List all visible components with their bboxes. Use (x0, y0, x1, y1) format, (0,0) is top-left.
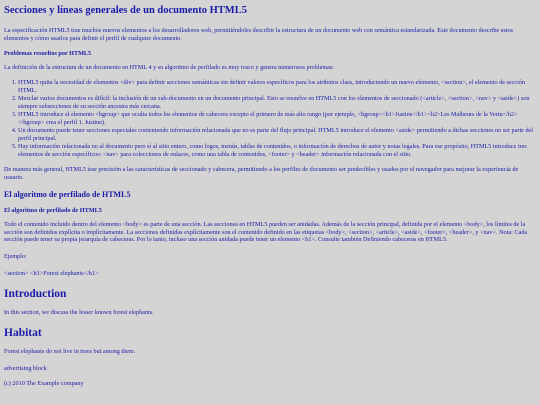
algorithm-paragraph: Todo el contenido incluido dentro del elemento <body> es parte de una sección. Las secciones en HTML5 pueden ser anidadas. Además de la sección principal, definida por el elemento <body>, los límites de la sección son definidos explícita o implícitamente. La secciones definidas explícitamente son el contenido definido en las etiquetas <body>, <section>, <article>, <aside>, <footer>, <header>, y <nav>. Nota: Cada sección puede tener su propia jerarquía de cabeceras. Por lo tanto, incluso una sección anidada puede tener un elemento <h1>. Consulte también Definiendo cabeceras en HTML5. (4, 220, 528, 244)
footer-copyright: (c) 2010 The Example company (4, 379, 84, 387)
intro-paragraph: La especificación HTML5 trae muchos nuevos elementos a los desarrolladores web, permitiéndoles describir la estructura de un documento web con semántica estandarizada. Este documento describe estos elementos y cómo usarlos para definir el perfil de cualquier documento. (4, 27, 514, 43)
introduction-paragraph: In this section, we discuss the lesser known forest elephants. (4, 309, 154, 317)
introduction-heading: Introduction (4, 288, 67, 301)
list-item: 2. Mezclar varios documentos es difícil: la inclusión de un sub-documento en un documento principal. Esto se resuelve en HTML5 con los elementos de seccionado (<article>, <section>, <nav> y <aside>) son siempre subsecciones de su sección ancestra más cercana. (18, 95, 536, 111)
habitat-paragraph: Forest elephants do not live in trees but among them. (4, 347, 136, 355)
example-label: Ejemplo: (4, 253, 27, 261)
problems-list (4, 79, 536, 158)
problems-heading: Problemas resueltos por HTML5 (4, 50, 92, 58)
summary-paragraph: De manera más general, HTML5 trae precisión a las características de seccionado y cabecera, permitiendo a los perfiles de documento ser predecibles y usados por el navegador para mejorar la experiencia de usuario. (4, 165, 519, 181)
habitat-heading: Habitat (4, 326, 42, 339)
list-item: 4. Un documento puede tener secciones especiales conteniendo información relacionada que no es parte del flujo principal. HTML5 introduce el elemento <aside> permitiendo a dichas secciones no ser parte del perfil principal. (18, 127, 536, 143)
example-code: <section> <h1>Forest elephants</h1> (4, 270, 99, 278)
algorithm-subheading: El algoritmo de perfilado de HTML5 (4, 206, 102, 214)
problems-paragraph: La definición de la estructura de un documento en HTML 4 y su algoritmo de perfilado es muy tosco y genera numerosos problemas: (4, 64, 335, 72)
list-item: 5. Hay información relacionada no al documento pero sí al sitio entero, como logos, menús, tablas de contenidos, o información de derechos de autor y notas legales. Para ese propósito, HTML5 introduce tres elementos de sección específicos: <nav> para colecciones de enlaces, como una tabla de contenidos, <footer> y <header> información relacionada con el sitio. (18, 143, 536, 159)
list-item: 3. HTML5 introduce el elemento <hgroup> que oculta todos los elementos de cabecera excepto el primero de más alto rango (por ejemplo, <hgroup><h1>Justine</h1><h2>Les Malheurs de la Vertu</h2></hgroup> crea el perfil 1. Justine). (18, 111, 536, 127)
advertising-block: advertising block (4, 364, 47, 372)
page-title: Secciones y líneas generales de un documento HTML5 (4, 5, 247, 16)
list-item: 1. HTML5 quita la necesidad de elementos <div> para definir secciones semánticas sin definir valores específicos para los atributos class, introduciendo un nuevo elemento, <section>, el elemento de sección HTML. (18, 79, 536, 95)
algorithm-heading: El algoritmo de perfilado de HTML5 (4, 190, 131, 200)
